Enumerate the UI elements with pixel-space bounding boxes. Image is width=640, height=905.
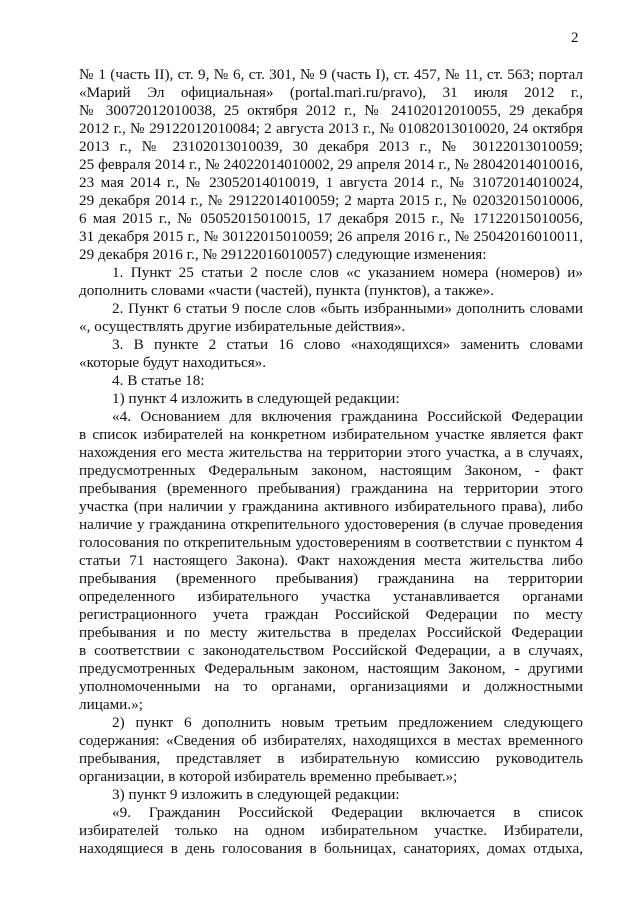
text-line: нахождения его места жительства на территории этого участка, а в случаях, <box>79 444 583 461</box>
text-line: определенного избирательного участка устанавливается органами <box>79 588 583 605</box>
text-line: статьи 71 настоящего Закона). Факт нахождения места жительства либо <box>79 552 583 569</box>
text-line: голосования по открепительным удостоверениям в соответствии с пунктом 4 <box>79 534 583 551</box>
text-line: пребывания (временного пребывания) гражданина на территории этого <box>79 480 583 497</box>
text-line: лицами.»; <box>79 696 143 713</box>
text-line: регистрационного учета граждан Российской Федерации по месту <box>79 606 583 623</box>
text-line: предусмотренных Федеральным законом, настоящим Законом, - факт <box>79 462 583 479</box>
text-line: «, осуществлять другие избирательные действия». <box>79 318 406 335</box>
text-line: 23 мая 2014 г., № 23052014010019, 1 августа 2014 г., № 31072014010024, <box>79 174 583 191</box>
text-line: в список избирателей на конкретном избирательном участке является факт <box>79 426 583 443</box>
text-line: 2. Пункт 6 статьи 9 после слов «быть избранными» дополнить словами <box>112 300 583 317</box>
text-line: 29 декабря 2016 г., № 29122016010057) следующие изменения: <box>79 246 487 263</box>
text-line: пребывания (временного пребывания) гражданина на территории <box>79 570 583 587</box>
text-line: 1) пункт 4 изложить в следующей редакции: <box>112 390 400 407</box>
text-line: «которые будут находиться». <box>79 354 267 371</box>
text-line: № 1 (часть II), ст. 9, № 6, ст. 301, № 9 (часть I), ст. 457, № 11, ст. 563; портал <box>79 66 583 83</box>
text-line: предусмотренных Федеральным законом, настоящим Законом, - другими <box>79 660 583 677</box>
text-line: 2012 г., № 29122012010084; 2 августа 2013 г., № 01082013010020, 24 октября <box>79 120 583 137</box>
text-line: 3) пункт 9 изложить в следующей редакции: <box>112 786 400 803</box>
text-line: избирателей только на одном избирательном участке. Избиратели, <box>79 822 583 839</box>
text-line: 1. Пункт 25 статьи 2 после слов «с указанием номера (номеров) и» <box>112 264 583 281</box>
text-line: № 30072012010038, 25 октября 2012 г., № 24102012010055, 29 декабря <box>79 102 583 119</box>
text-line: уполномоченными на то органами, организациями и должностными <box>79 678 583 695</box>
text-line: 31 декабря 2015 г., № 30122015010059; 26 апреля 2016 г., № 25042016010011, <box>79 228 583 245</box>
text-line: участка (при наличии у гражданина активного избирательного права), либо <box>79 498 583 515</box>
text-line: организации, в которой избиратель временно пребывает.»; <box>79 768 458 785</box>
text-line: 25 февраля 2014 г., № 24022014010002, 29 апреля 2014 г., № 28042014010016, <box>79 156 583 173</box>
text-line: «Марий Эл официальная» (portal.mari.ru/pravo), 31 июля 2012 г., <box>79 84 583 101</box>
text-line: наличие у гражданина открепительного удостоверения (в случае проведения <box>79 516 583 533</box>
text-line: пребывания, представляет в избирательную комиссию руководитель <box>79 750 583 767</box>
text-line: содержания: «Сведения об избирателях, находящихся в местах временного <box>79 732 583 749</box>
text-line: 6 мая 2015 г., № 05052015010015, 17 декабря 2015 г., № 17122015010056, <box>79 210 583 227</box>
document-body <box>79 66 583 858</box>
text-line: пребывания и по месту жительства в пределах Российской Федерации <box>79 624 583 641</box>
page-number: 2 <box>571 30 579 46</box>
text-line: «4. Основанием для включения гражданина Российской Федерации <box>112 408 583 425</box>
text-line: 2013 г., № 23102013010039, 30 декабря 2013 г., № 30122013010059; <box>79 138 583 155</box>
text-line: дополнить словами «части (частей), пункта (пунктов), а также». <box>79 282 495 299</box>
text-line: 3. В пункте 2 статьи 16 слово «находящихся» заменить словами <box>112 336 583 353</box>
text-line: 29 декабря 2014 г., № 29122014010059; 2 марта 2015 г., № 02032015010006, <box>79 192 583 209</box>
text-line: 2) пункт 6 дополнить новым третьим предложением следующего <box>112 714 583 731</box>
text-line: 4. В статье 18: <box>112 372 205 389</box>
text-line: «9. Гражданин Российской Федерации включается в список <box>112 804 583 821</box>
text-line: в соответствии с законодательством Российской Федерации, а в случаях, <box>79 642 583 659</box>
text-line: находящиеся в день голосования в больницах, санаториях, домах отдыха, <box>79 840 583 857</box>
